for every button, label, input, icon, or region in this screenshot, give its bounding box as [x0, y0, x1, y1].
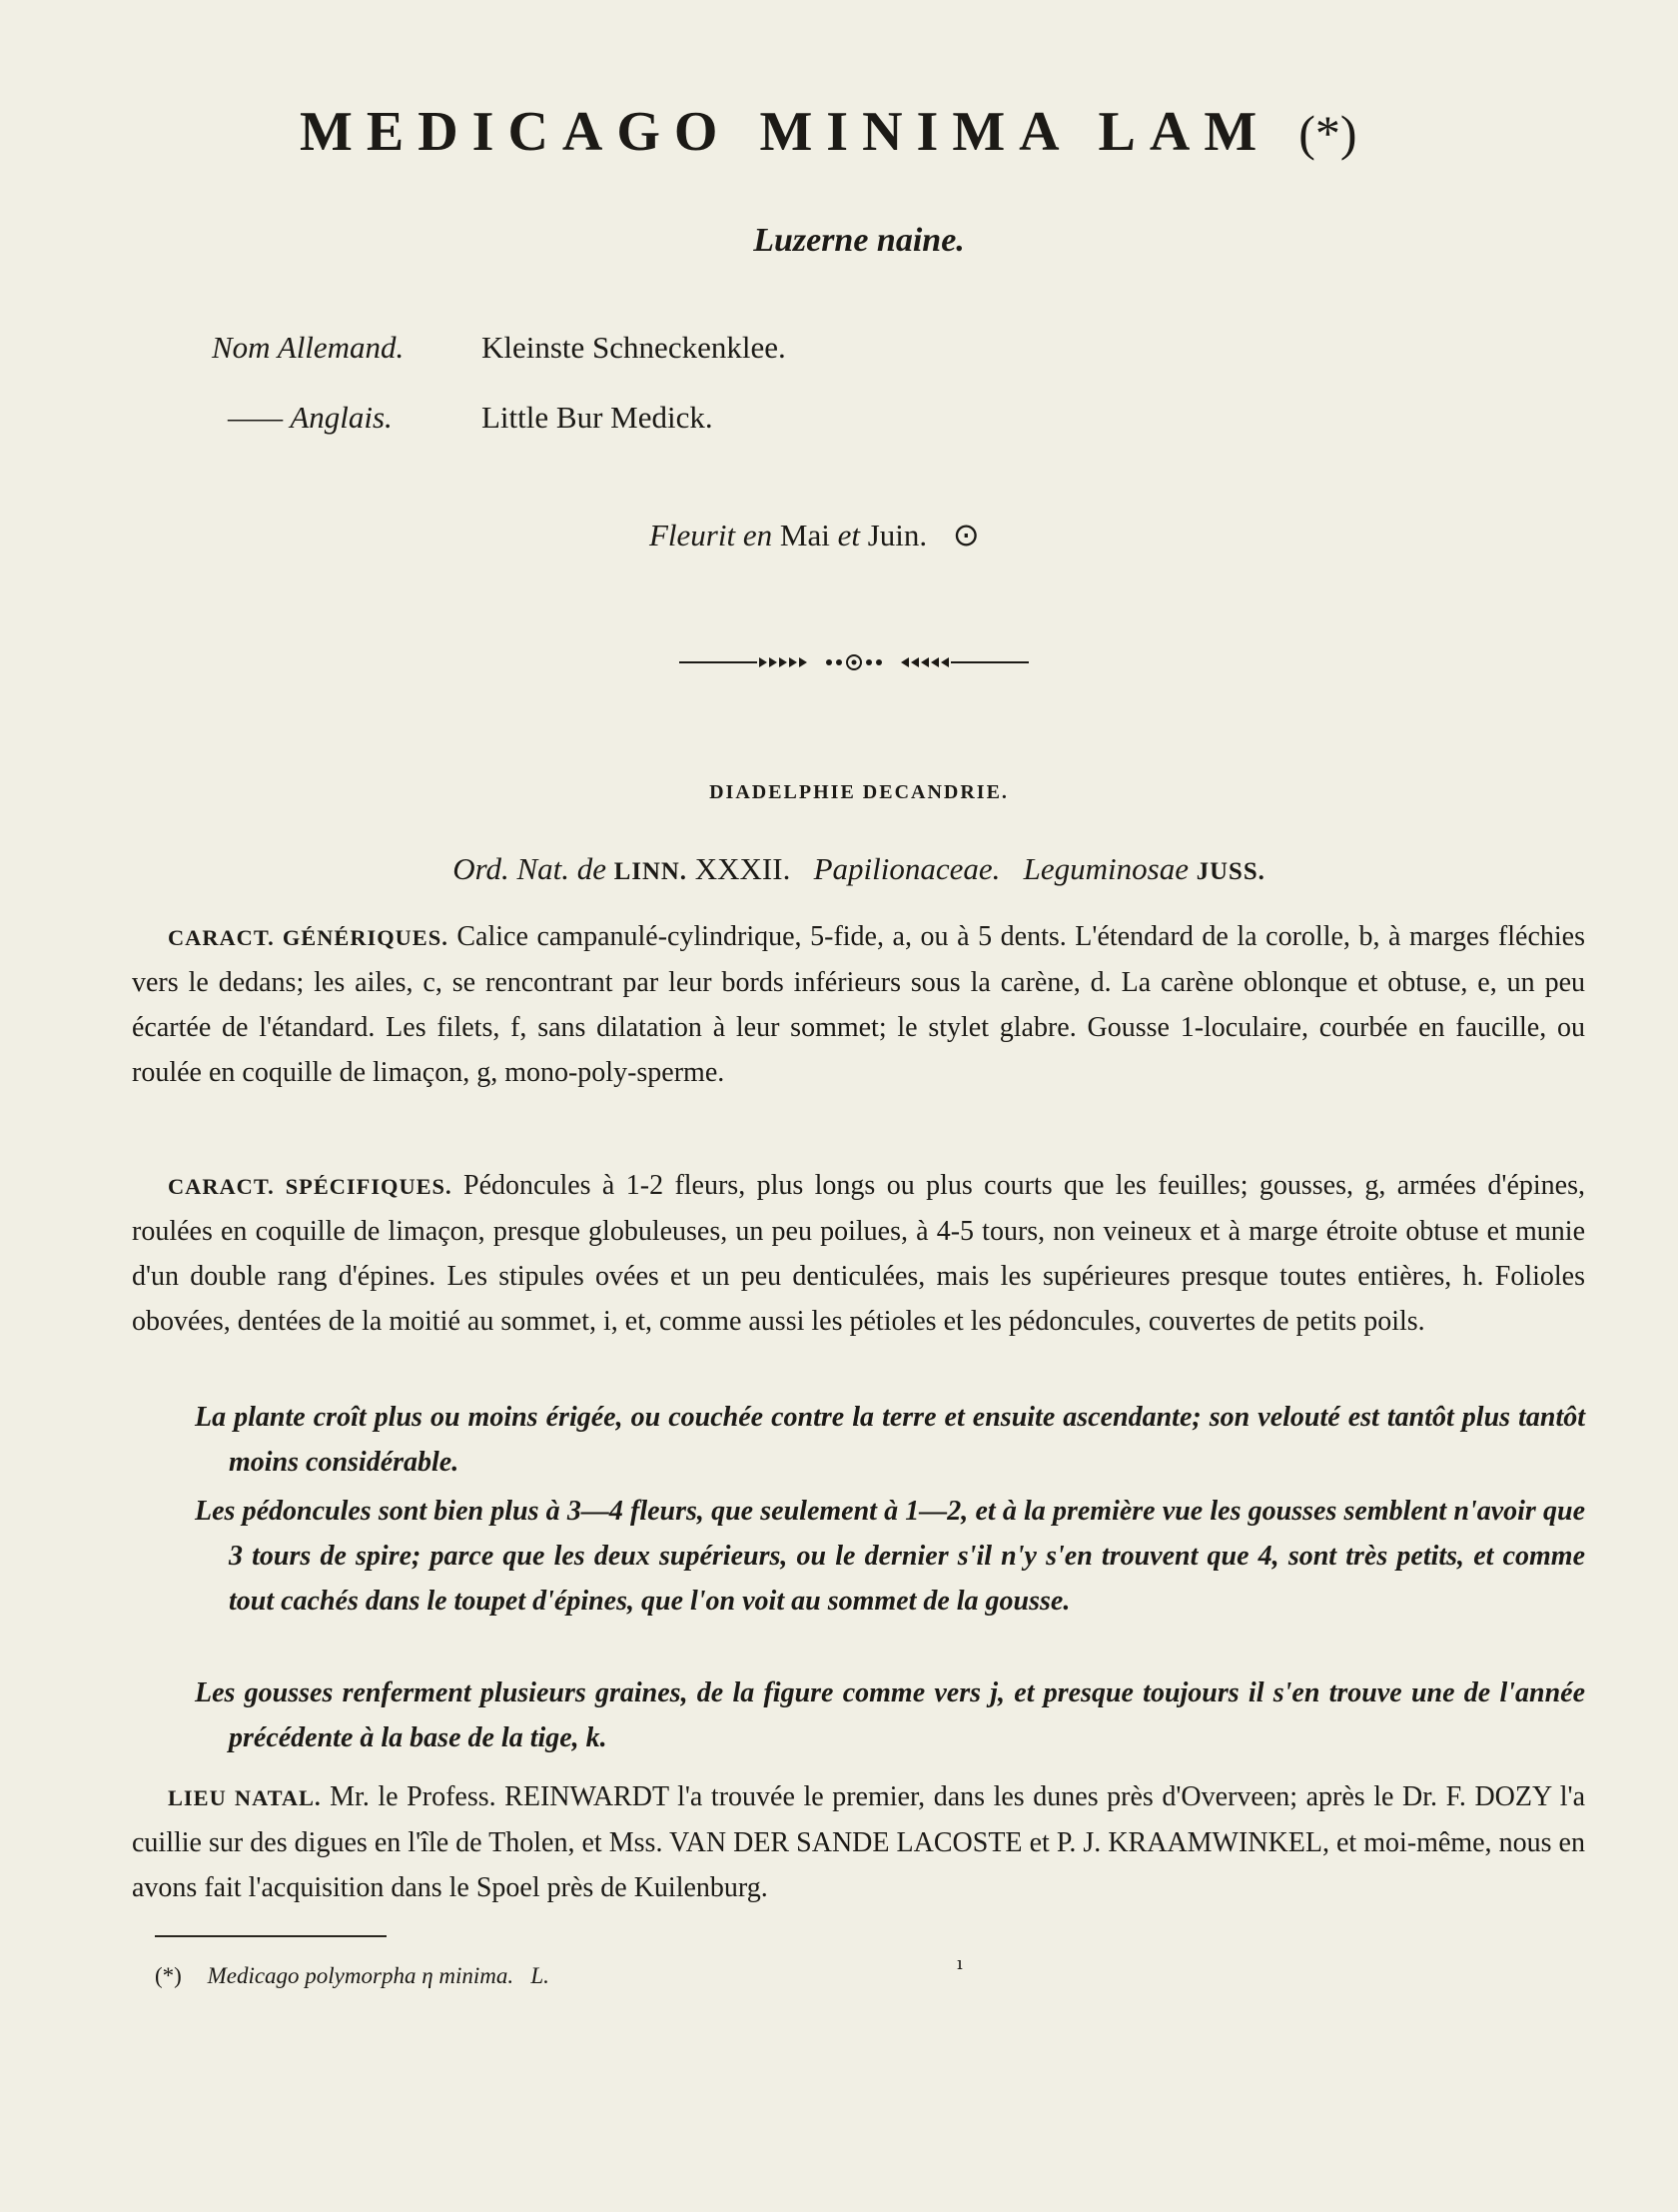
locality-text: Mr. le Profess. REINWARDT l'a trouvée le premier, dans les dunes près d'Overveen; après le Dr. F. DOZY l'a cuillie sur des digues en l'île de Tholen, et Mss. VAN DER SANDE LACOSTE et P. J. KRAAMWINKEL, et moi-même, nous en avons fait l'acquisition dans le Spoel près de Kuilenburg. — [132, 1781, 1586, 1903]
flowering-connector: en — [742, 518, 773, 553]
name-row-english — [0, 400, 1678, 440]
flowering-season — [649, 516, 980, 553]
generic-text: Calice campanulé-cylindrique, 5-fide, a, ou à 5 dents. L'étendard de la corolle, b, à marges fléchies vers le dedans; les ailes, c, se rencontrant par leur bords inférieurs sous la carène, d. La carène oblonque et obtuse, e, un peu écartée de l'étandard. Les filets, f, sans dilatation à leur sommet; le stylet glabre. Gousse 1-loculaire, courbée en faucille, ou roulée en coquille de limaçon, g, mono-poly-sperme. — [132, 921, 1585, 1088]
footnote-rule — [155, 1935, 387, 1937]
name-row-german — [0, 330, 1678, 370]
natural-order — [0, 851, 1678, 887]
family-papilionaceae: Papilionaceae. — [813, 851, 1001, 886]
footnote-marker: (*) — [155, 1963, 182, 1988]
linnaean-class: DIADELPHIE DECANDRIE. — [709, 781, 1009, 803]
species-name: MEDICAGO MINIMA — [300, 101, 1071, 163]
order-prefix: Ord. Nat. de — [452, 851, 607, 886]
annual-symbol-icon: ⊙ — [952, 517, 980, 553]
note-seeds: Les gousses renferment plusieurs graines, de la figure comme vers j, et presque toujours il s'en trouve une de l'année précédente à la base de la tige, k. — [195, 1677, 1585, 1753]
specific-heading: CARACT. SPÉCIFIQUES. — [168, 1174, 452, 1199]
name-label: —— Anglais. — [228, 400, 393, 435]
specific-text: Pédoncules à 1-2 fleurs, plus longs ou plus courts que les feuilles; gousses, g, armées d'épines, roulées en coquille de limaçon, presque globuleuses, un peu poilues, à 4-5 tours, non veineux et à marge étroite obtuse et munie d'un double rang d'épines. Les stipules ovées et un peu denticulées, mais les supérieures presque toutes entières, h. Folioles obovées, dentées de la moitié au sommet, i, et, comme aussi les pétioles et les pédoncules, couvertes de petits poils. — [132, 1170, 1585, 1337]
species-author: LAM — [1098, 101, 1271, 163]
generic-characters — [132, 914, 1585, 1095]
name-value: Kleinste Schneckenklee. — [481, 330, 786, 365]
common-name: Luzerne naine. — [753, 222, 965, 259]
juss-abbrev: JUSS. — [1196, 858, 1265, 885]
name-label: Nom Allemand. — [212, 330, 405, 365]
note-growth-habit: La plante croît plus ou moins érigée, ou couchée contre la terre et ensuite ascendante; son velouté est tantôt plus tantôt moins considérable. — [195, 1402, 1585, 1478]
ornamental-divider-icon — [679, 647, 1029, 677]
footnote — [155, 1963, 549, 1989]
order-number: XXXII. — [694, 851, 791, 886]
flowering-month: Juin. — [867, 518, 928, 553]
flowering-month: Mai — [779, 518, 830, 553]
family-leguminosae: Leguminosae — [1023, 851, 1189, 886]
title-footnote-ref: (*) — [1298, 105, 1357, 161]
name-value: Little Bur Medick. — [481, 400, 713, 435]
native-locality — [132, 1774, 1585, 1910]
note-peduncles: Les pédoncules sont bien plus à 3—4 fleurs, que seulement à 1—2, et à la première vue les gousses semblent n'avoir que 3 tours de spire; parce que les deux supérieurs, ou le dernier s'il n'y s'en trouvent que 4, sont très petits, et comme tout cachés dans le toupet d'épines, que l'on voit au sommet de la gousse. — [195, 1496, 1585, 1617]
flowering-connector: et — [837, 518, 860, 553]
page-mark: ı — [957, 1953, 963, 1974]
specific-characters — [132, 1163, 1585, 1344]
linn-abbrev: LINN. — [613, 858, 688, 885]
generic-heading: CARACT. GÉNÉRIQUES. — [168, 925, 448, 950]
footnote-text: Medicago polymorpha η minima. — [207, 1963, 514, 1988]
flowering-label: Fleurit — [649, 518, 736, 553]
species-title — [300, 100, 1448, 164]
locality-heading: LIEU NATAL. — [168, 1785, 322, 1810]
footnote-author: L. — [530, 1963, 549, 1988]
